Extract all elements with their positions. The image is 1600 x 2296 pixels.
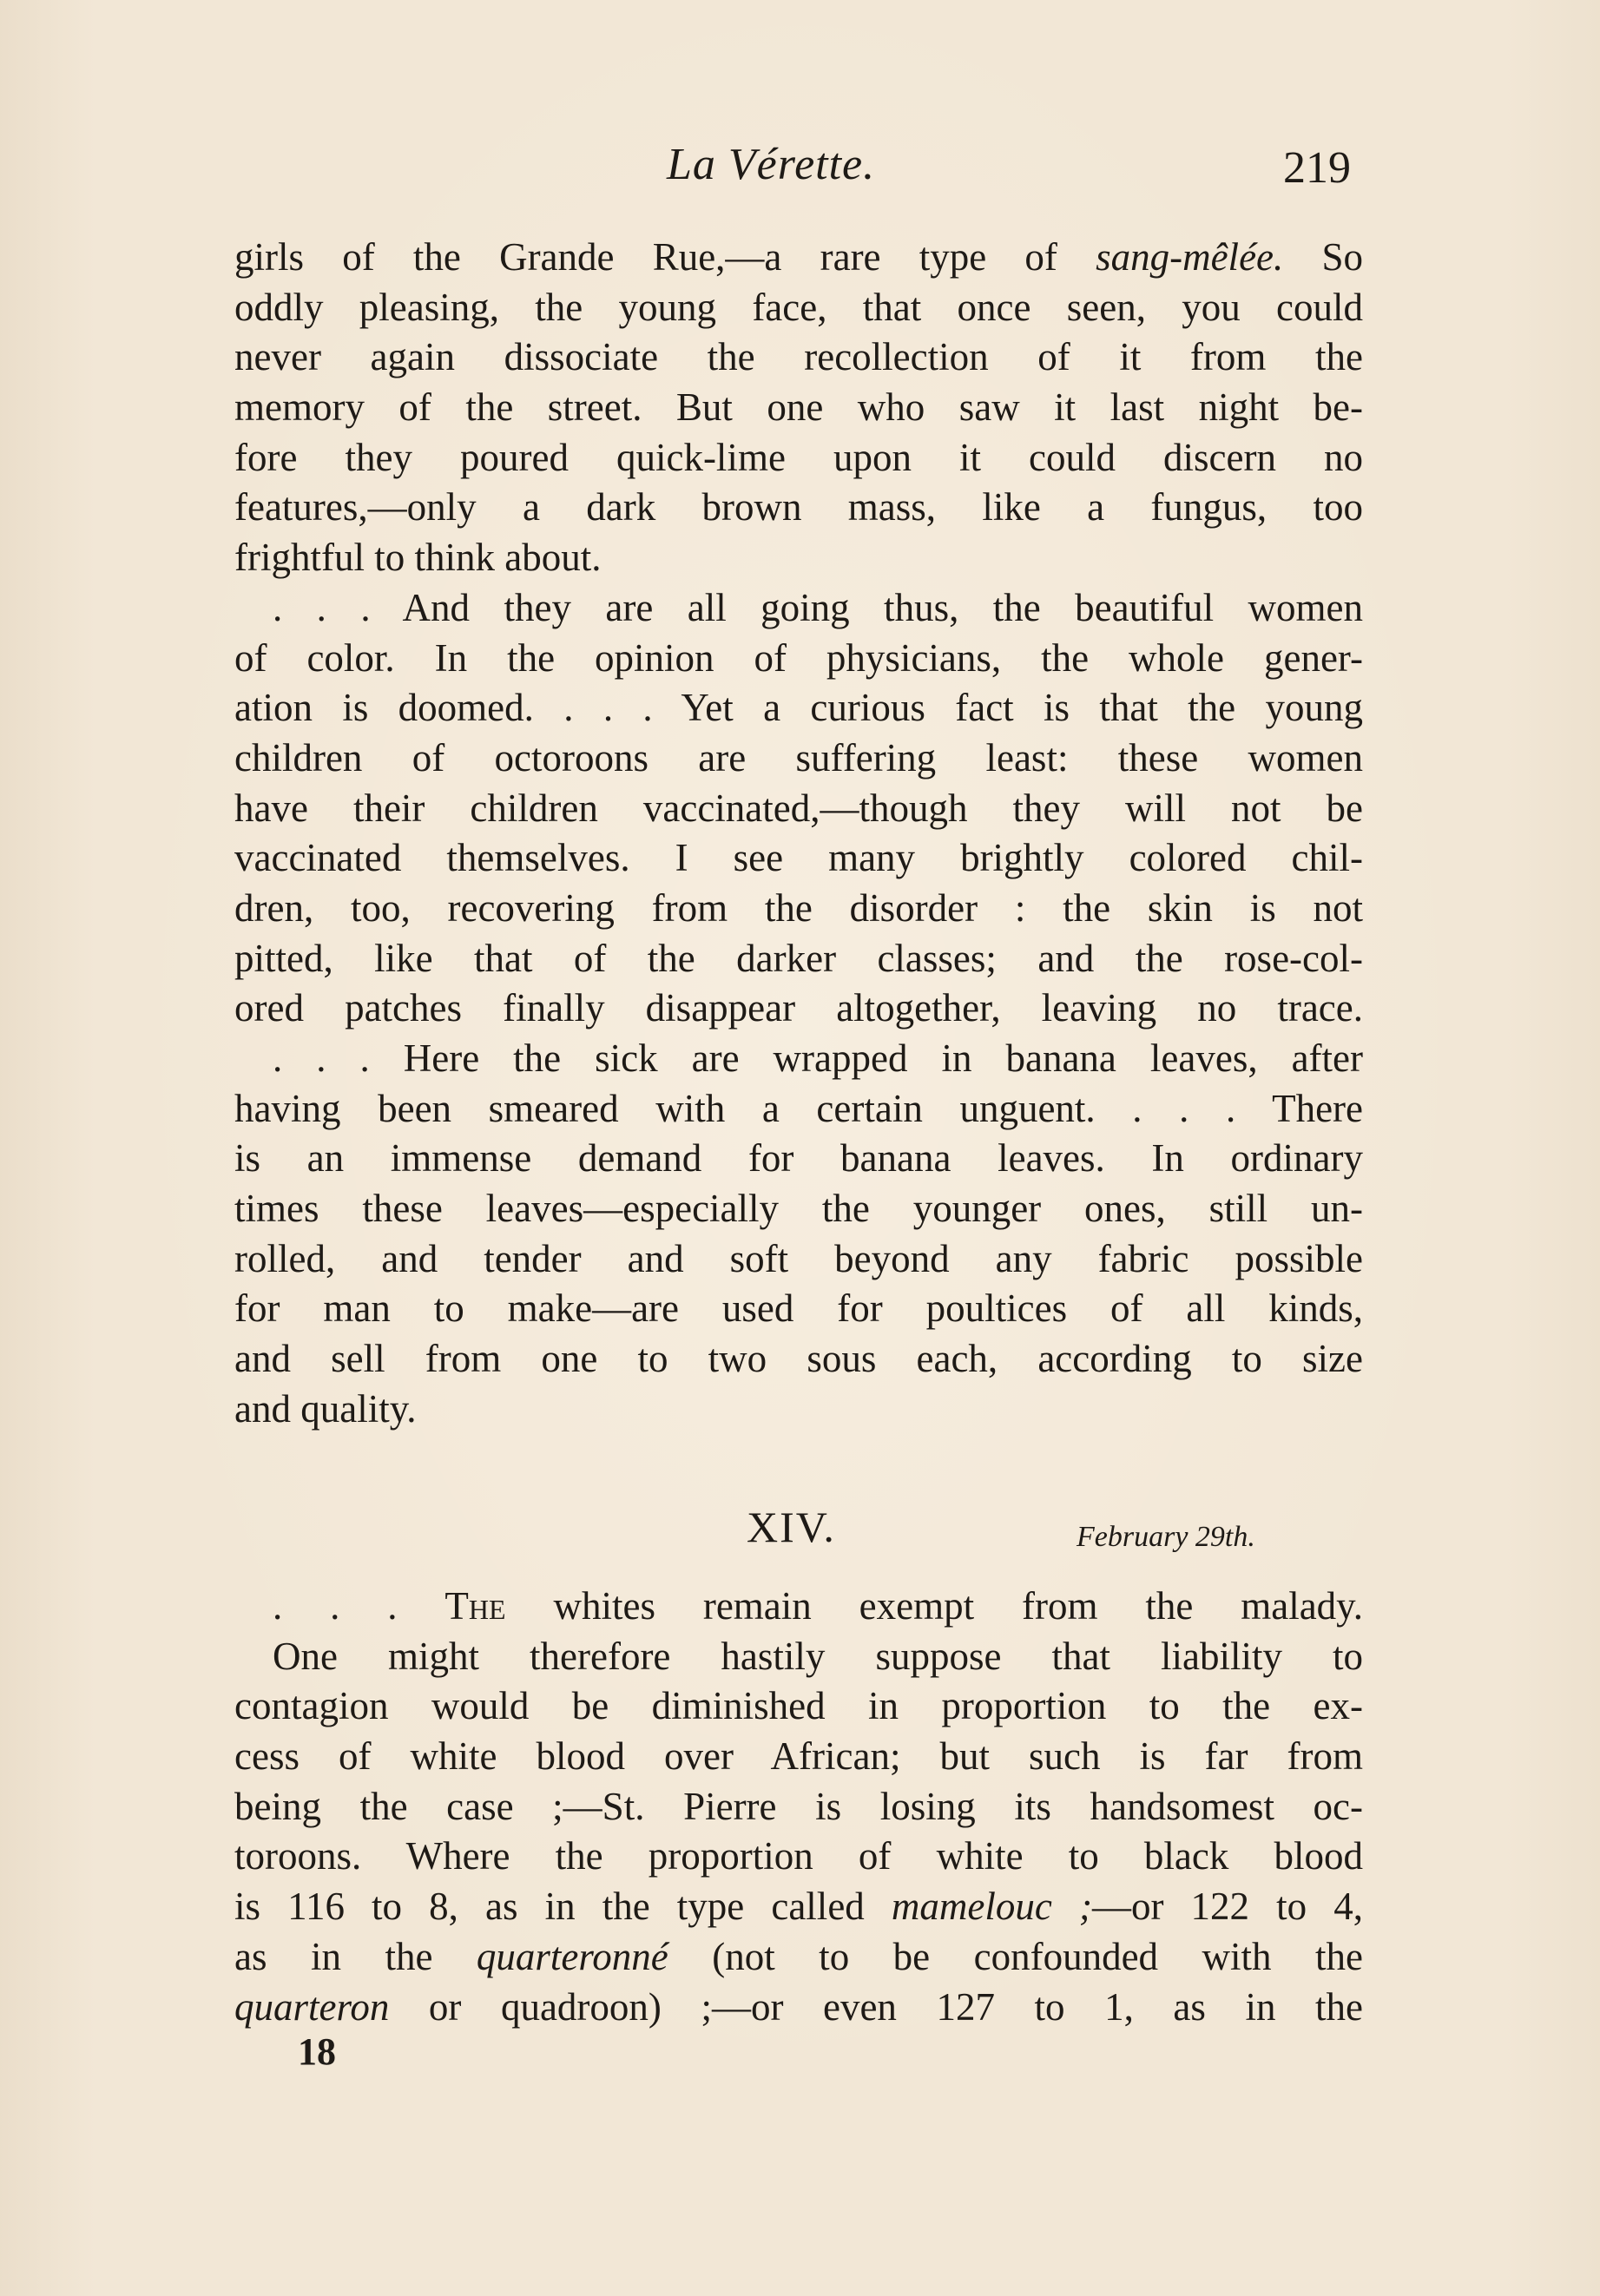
text-line: pitted, like that of the darker classes; and the rose-col- [234, 936, 1363, 980]
text-line: is 116 to 8, as in the type called mamelouc ;—or 122 to 4, [234, 1885, 1364, 1929]
text-line: for man to make—are used for poultices of all kinds, [234, 1286, 1363, 1331]
text-line: having been smeared with a certain unguent. . . . There [234, 1086, 1363, 1130]
text-line: cess of white blood over African; but such is far from [234, 1734, 1363, 1779]
signature-mark: 18 [298, 2030, 336, 2073]
text-line: vaccinated themselves. I see many brightly colored chil- [234, 836, 1363, 880]
section-date: February 29th. [1077, 1521, 1255, 1553]
text-line: . . . And they are all going thus, the beautiful women [273, 585, 1363, 629]
text-line: dren, too, recovering from the disorder : the skin is not [234, 885, 1363, 930]
text-line: and quality. [234, 1386, 417, 1431]
text-line: frightful to think about. [234, 536, 602, 580]
text-line: memory of the street. But one who saw it last night be- [234, 385, 1363, 430]
text-line: being the case ;—St. Pierre is losing its handsomest oc- [234, 1784, 1363, 1828]
text-line: is an immense demand for banana leaves. In ordinary [234, 1136, 1363, 1181]
text-line: fore they poured quick-lime upon it could discern no [234, 435, 1363, 479]
text-line: ation is doomed. . . . Yet a curious fact is that the young [234, 686, 1363, 730]
body-text-part-2 [234, 1582, 1363, 2032]
text-line: features,—only a dark brown mass, like a fungus, too [234, 485, 1363, 530]
text-line: children of octoroons are suffering least: these women [234, 735, 1363, 780]
text-line: have their children vaccinated,—though they will not be [234, 786, 1363, 830]
page-number: 219 [1283, 143, 1351, 193]
text-line: as in the quarteronné (not to be confounded with the [234, 1934, 1364, 1978]
text-line: . . . The whites remain exempt from the malady. [273, 1584, 1364, 1628]
text-line: One might therefore hastily suppose that liability to [273, 1634, 1363, 1678]
text-line: oddly pleasing, the young face, that once seen, you could [234, 285, 1363, 329]
text-line: never again dissociate the recollection of it from the [234, 335, 1363, 379]
text-line: rolled, and tender and soft beyond any fabric possible [234, 1236, 1363, 1280]
text-line: contagion would be diminished in proportion to the ex- [234, 1684, 1363, 1728]
text-line: and sell from one to two sous each, according to size [234, 1337, 1363, 1381]
section-number: XIV. [747, 1503, 836, 1551]
body-text-part-1 [234, 233, 1363, 1435]
text-line: . . . Here the sick are wrapped in banana leaves, after [273, 1036, 1363, 1080]
text-line: quarteron or quadroon) ;—or even 127 to 1, as in the [234, 1984, 1363, 2029]
text-line: toroons. Where the proportion of white to black blood [234, 1834, 1363, 1878]
text-line: ored patches finally disappear altogether, leaving no trace. [234, 986, 1363, 1030]
page-header [0, 139, 1600, 208]
text-line: girls of the Grande Rue,—a rare type of sang-mêlée. So [234, 235, 1363, 279]
text-line: of color. In the opinion of physicians, the whole gener- [234, 635, 1363, 680]
section-heading [0, 1502, 1600, 1562]
running-title: La Vérette. [667, 140, 876, 189]
text-line: times these leaves—especially the younger ones, still un- [234, 1187, 1363, 1231]
